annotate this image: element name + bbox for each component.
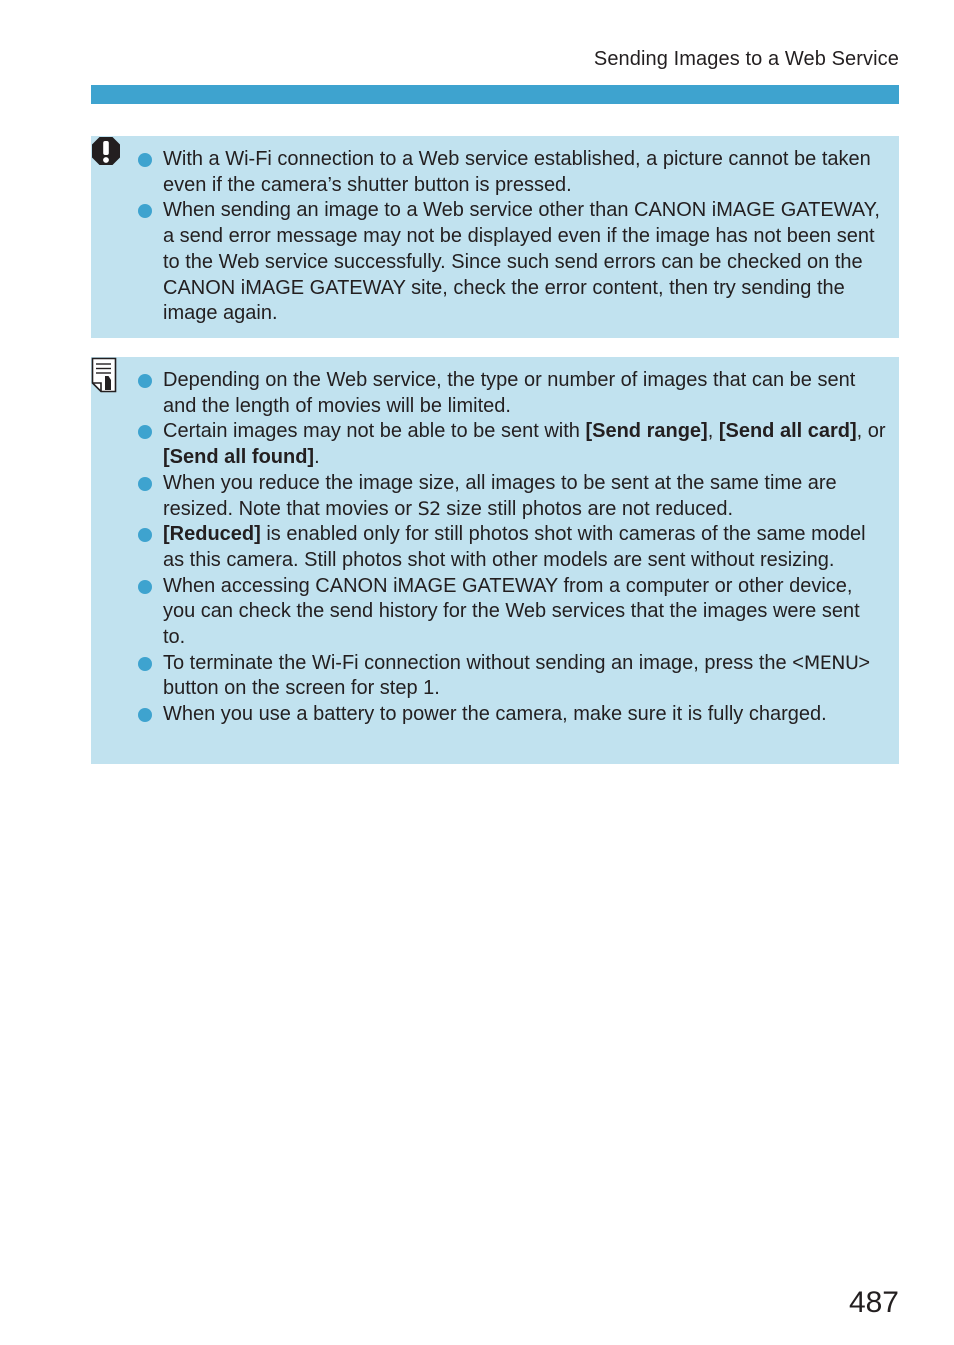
note-item-text: , or bbox=[856, 420, 886, 443]
send-range-label: [Send range] bbox=[585, 420, 708, 443]
note-item-text: Depending on the Web service, the type or number of images that can be sent and the length of movies will be limited. bbox=[163, 369, 856, 417]
note-item-text: Certain images may not be able to be sent with bbox=[163, 420, 586, 443]
note-item bbox=[163, 651, 887, 702]
reduced-label: [Reduced] bbox=[163, 523, 261, 546]
page-number: 487 bbox=[848, 1286, 899, 1319]
note-list bbox=[163, 368, 887, 728]
caution-box bbox=[91, 136, 899, 338]
header-bar bbox=[91, 85, 899, 104]
caution-list bbox=[163, 147, 887, 327]
bullet-icon bbox=[138, 204, 152, 218]
note-item bbox=[163, 574, 887, 651]
s2-size-icon: S2 bbox=[417, 497, 441, 520]
bullet-icon bbox=[138, 477, 152, 491]
note-item-text: When accessing CANON iMAGE GATEWAY from a computer or other device, you can check the send history for the Web services that the images were sent to. bbox=[163, 574, 860, 649]
note-item-text: . bbox=[314, 446, 320, 469]
note-item-text: When you use a battery to power the camera, make sure it is fully charged. bbox=[163, 703, 827, 726]
bullet-icon bbox=[138, 528, 152, 542]
page-header-title: Sending Images to a Web Service bbox=[593, 48, 899, 70]
menu-button-icon: MENU bbox=[803, 651, 859, 674]
bullet-icon bbox=[138, 657, 152, 671]
note-item-text: size still photos are not reduced. bbox=[440, 497, 734, 520]
note-item-text: is enabled only for still photos shot with cameras of the same model as this camera. Still photos shot with other models are sent without resizing. bbox=[163, 523, 866, 571]
send-all-found-label: [Send all found] bbox=[163, 446, 315, 469]
note-item bbox=[163, 368, 887, 419]
note-item-text: When you reduce the image size, all images to be sent at the same time are resized. Note that movies or bbox=[163, 471, 837, 520]
bullet-icon bbox=[138, 374, 152, 388]
note-item-text: To terminate the Wi-Fi connection without sending an image, press the < bbox=[163, 651, 804, 674]
note-item bbox=[163, 471, 887, 522]
caution-icon bbox=[91, 136, 121, 168]
bullet-icon bbox=[138, 153, 152, 167]
note-box bbox=[91, 357, 899, 764]
note-item-text: > button on the screen for step 1. bbox=[163, 651, 871, 700]
caution-item-text: When sending an image to a Web service other than CANON iMAGE GATEWAY, a send error message may not be displayed even if the image has not been sent to the Web service successfully. Since such send errors can be checked on the CANON iMAGE GATEWAY site, check the error content, then try sending the image again. bbox=[163, 199, 880, 325]
bullet-icon bbox=[138, 708, 152, 722]
bullet-icon bbox=[138, 425, 152, 439]
note-item bbox=[163, 522, 887, 573]
note-item bbox=[163, 419, 887, 470]
note-item bbox=[163, 702, 887, 728]
note-item-text: , bbox=[707, 420, 719, 443]
send-all-card-label: [Send all card] bbox=[718, 420, 857, 443]
bullet-icon bbox=[138, 580, 152, 594]
memo-icon bbox=[91, 357, 119, 393]
caution-item-text: With a Wi-Fi connection to a Web service established, a picture cannot be taken even if the camera’s shutter button is pressed. bbox=[163, 148, 871, 196]
caution-item bbox=[163, 198, 887, 327]
caution-item bbox=[163, 147, 887, 198]
